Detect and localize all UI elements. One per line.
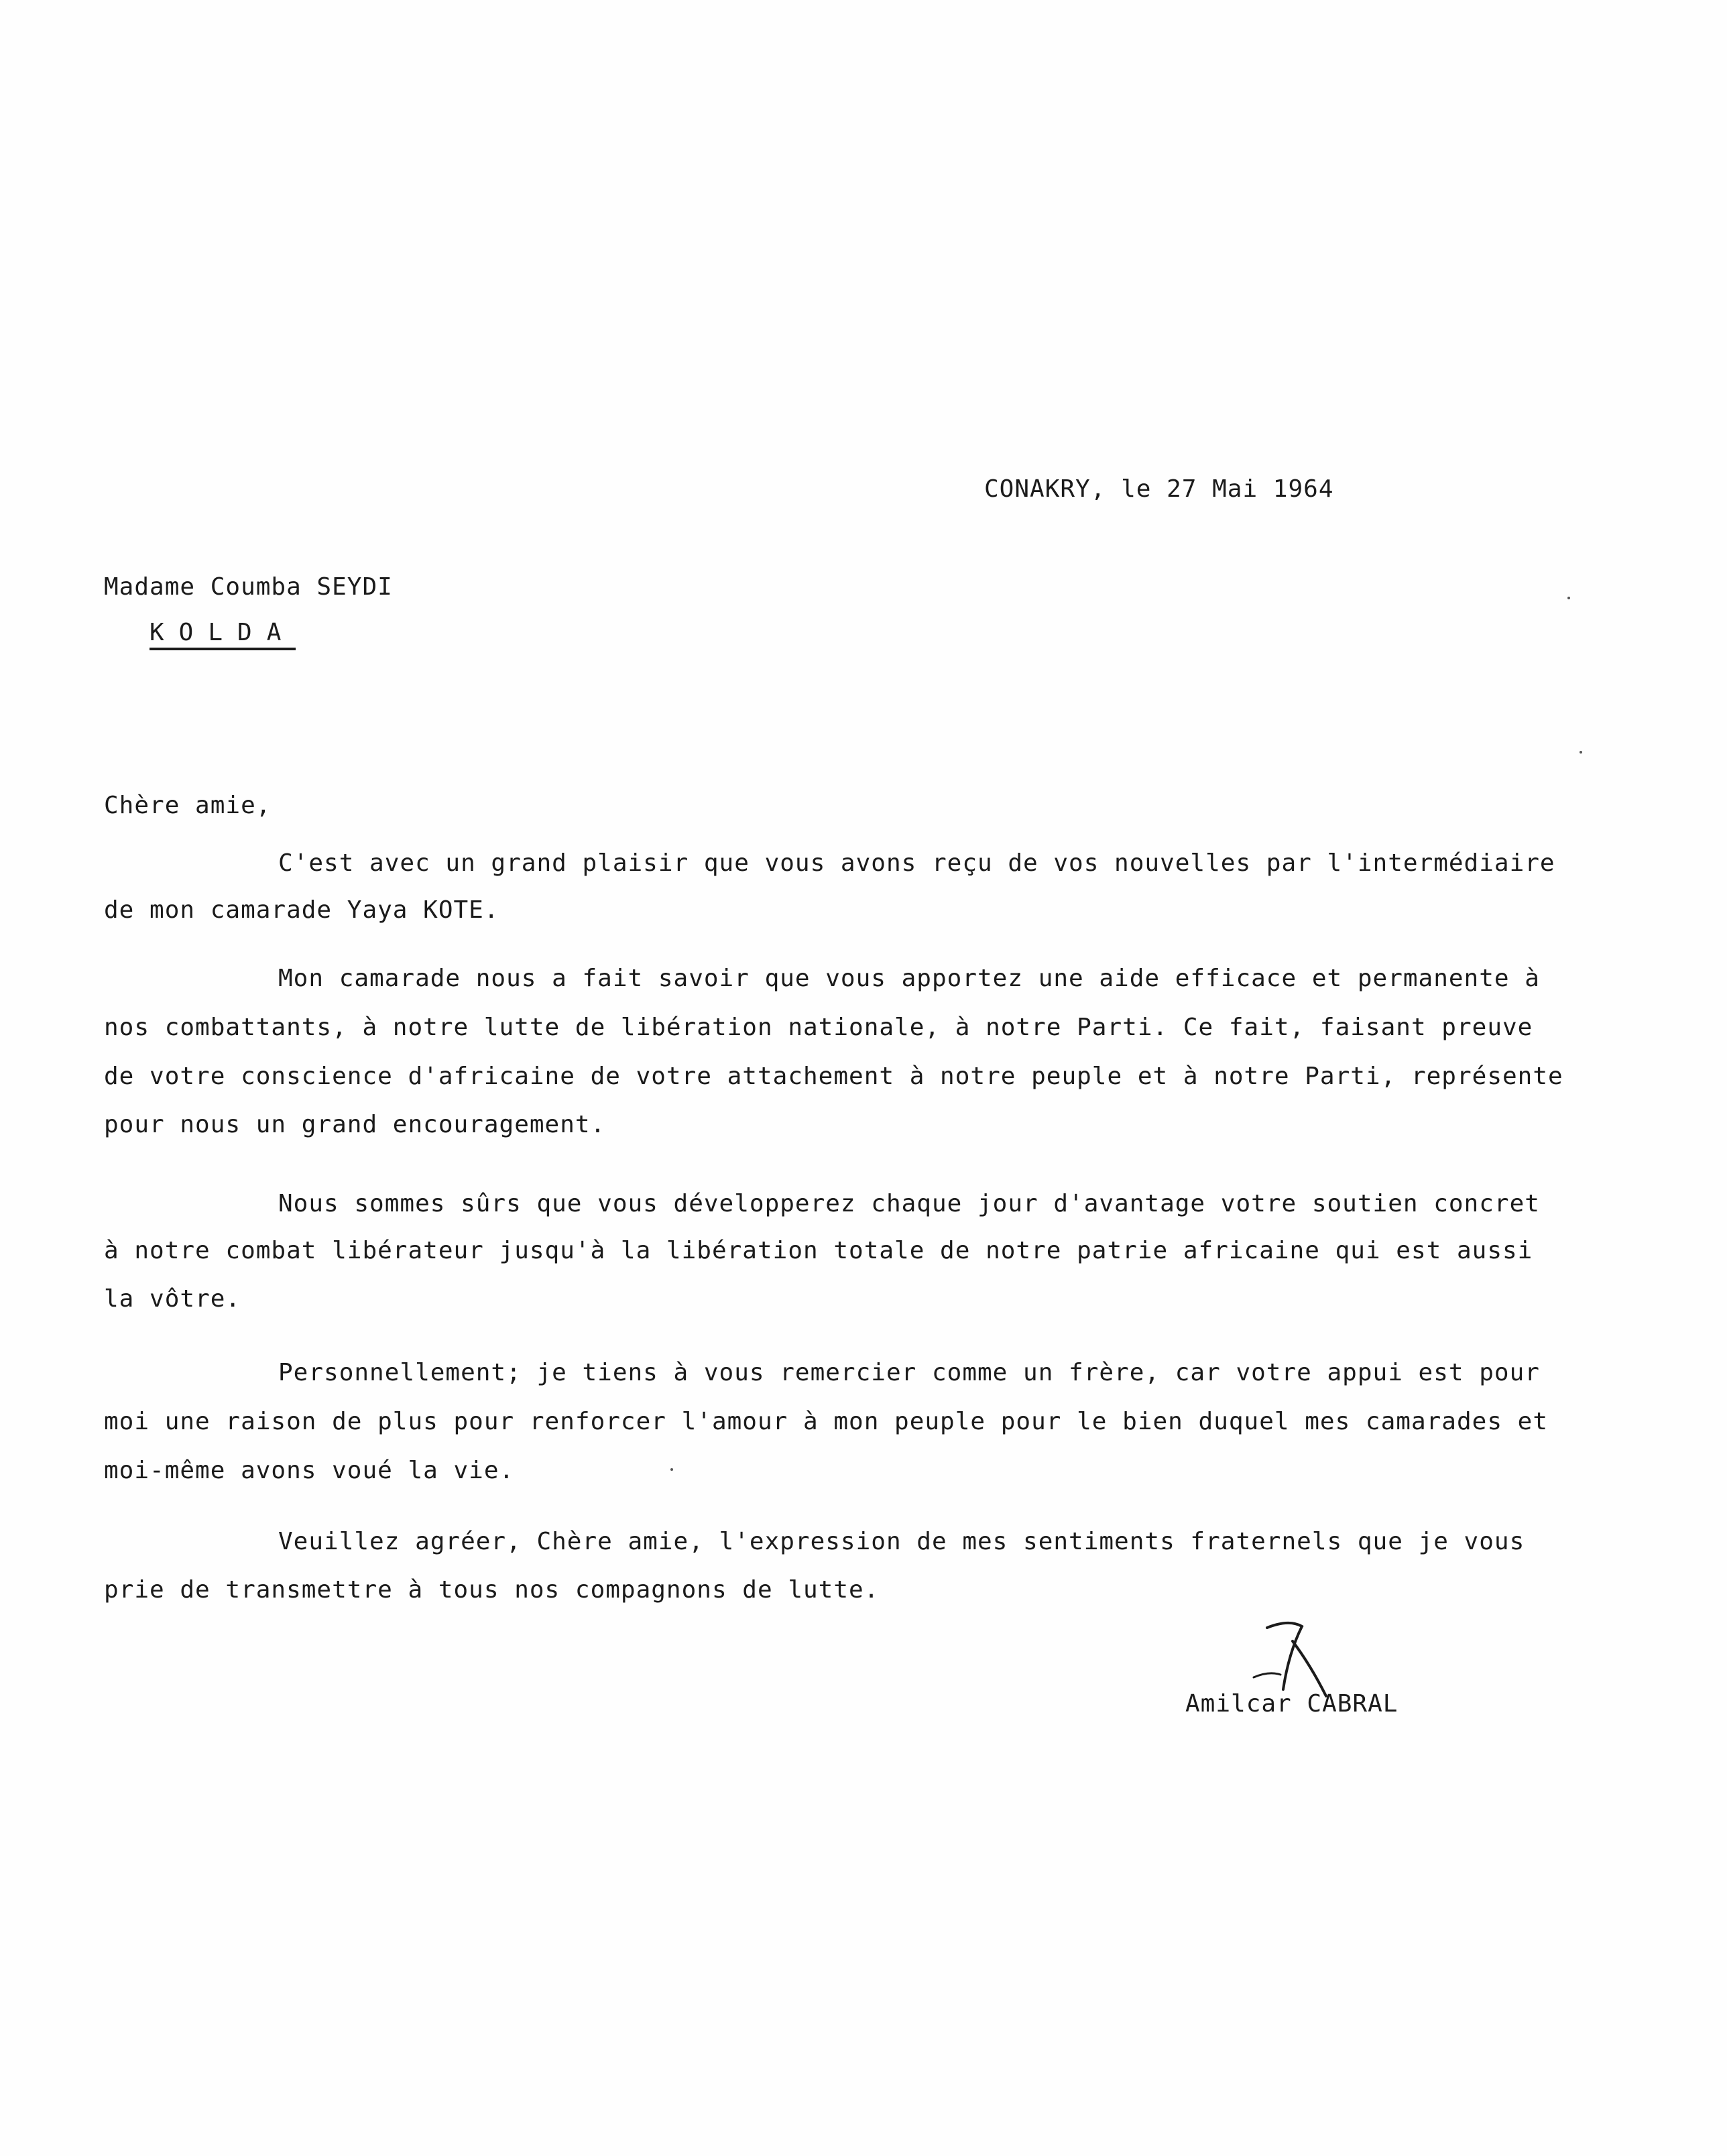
paragraph-2-line-3: de votre conscience d'africaine de votre attachement à notre peuple et à notre Parti, représente: [104, 1063, 1563, 1090]
paragraph-3-line-2: à notre combat libérateur jusqu'à la libération totale de notre patrie africaine qui est aussi: [104, 1237, 1533, 1264]
scan-speck: [1580, 751, 1582, 754]
paragraph-4-line-2: moi une raison de plus pour renforcer l'amour à mon peuple pour le bien duquel mes camarades et: [104, 1408, 1549, 1435]
scan-speck: [1567, 597, 1570, 599]
paragraph-2-line-1: Mon camarade nous a fait savoir que vous apportez une aide efficace et permanente à: [278, 965, 1540, 992]
paragraph-5-line-1: Veuillez agréer, Chère amie, l'expression de mes sentiments fraternels que je vous: [278, 1528, 1525, 1555]
paragraph-5-line-2: prie de transmettre à tous nos compagnons de lutte.: [104, 1576, 880, 1604]
scan-speck: [670, 1468, 673, 1471]
paragraph-4-line-3: moi-même avons voué la vie.: [104, 1457, 515, 1484]
recipient-name: Madame Coumba SEYDI: [104, 573, 393, 601]
recipient-city: KOLDA: [150, 621, 296, 650]
paragraph-4-line-1: Personnellement; je tiens à vous remercier comme un frère, car votre appui est pour: [278, 1359, 1540, 1386]
salutation: Chère amie,: [104, 792, 272, 819]
paragraph-3-line-1: Nous sommes sûrs que vous développerez chaque jour d'avantage votre soutien concret: [278, 1190, 1540, 1217]
signatory-name: Amilcar CABRAL: [1185, 1690, 1398, 1718]
paragraph-2-line-2: nos combattants, à notre lutte de libération nationale, à notre Parti. Ce fait, faisant preuve: [104, 1014, 1533, 1041]
paragraph-1-line-1: C'est avec un grand plaisir que vous avons reçu de vos nouvelles par l'intermédiaire: [278, 849, 1555, 877]
paragraph-3-line-3: la vôtre.: [104, 1285, 241, 1313]
place-date: CONAKRY, le 27 Mai 1964: [984, 475, 1334, 503]
paragraph-2-line-4: pour nous un grand encouragement.: [104, 1111, 606, 1138]
paragraph-1-line-2: de mon camarade Yaya KOTE.: [104, 896, 499, 924]
